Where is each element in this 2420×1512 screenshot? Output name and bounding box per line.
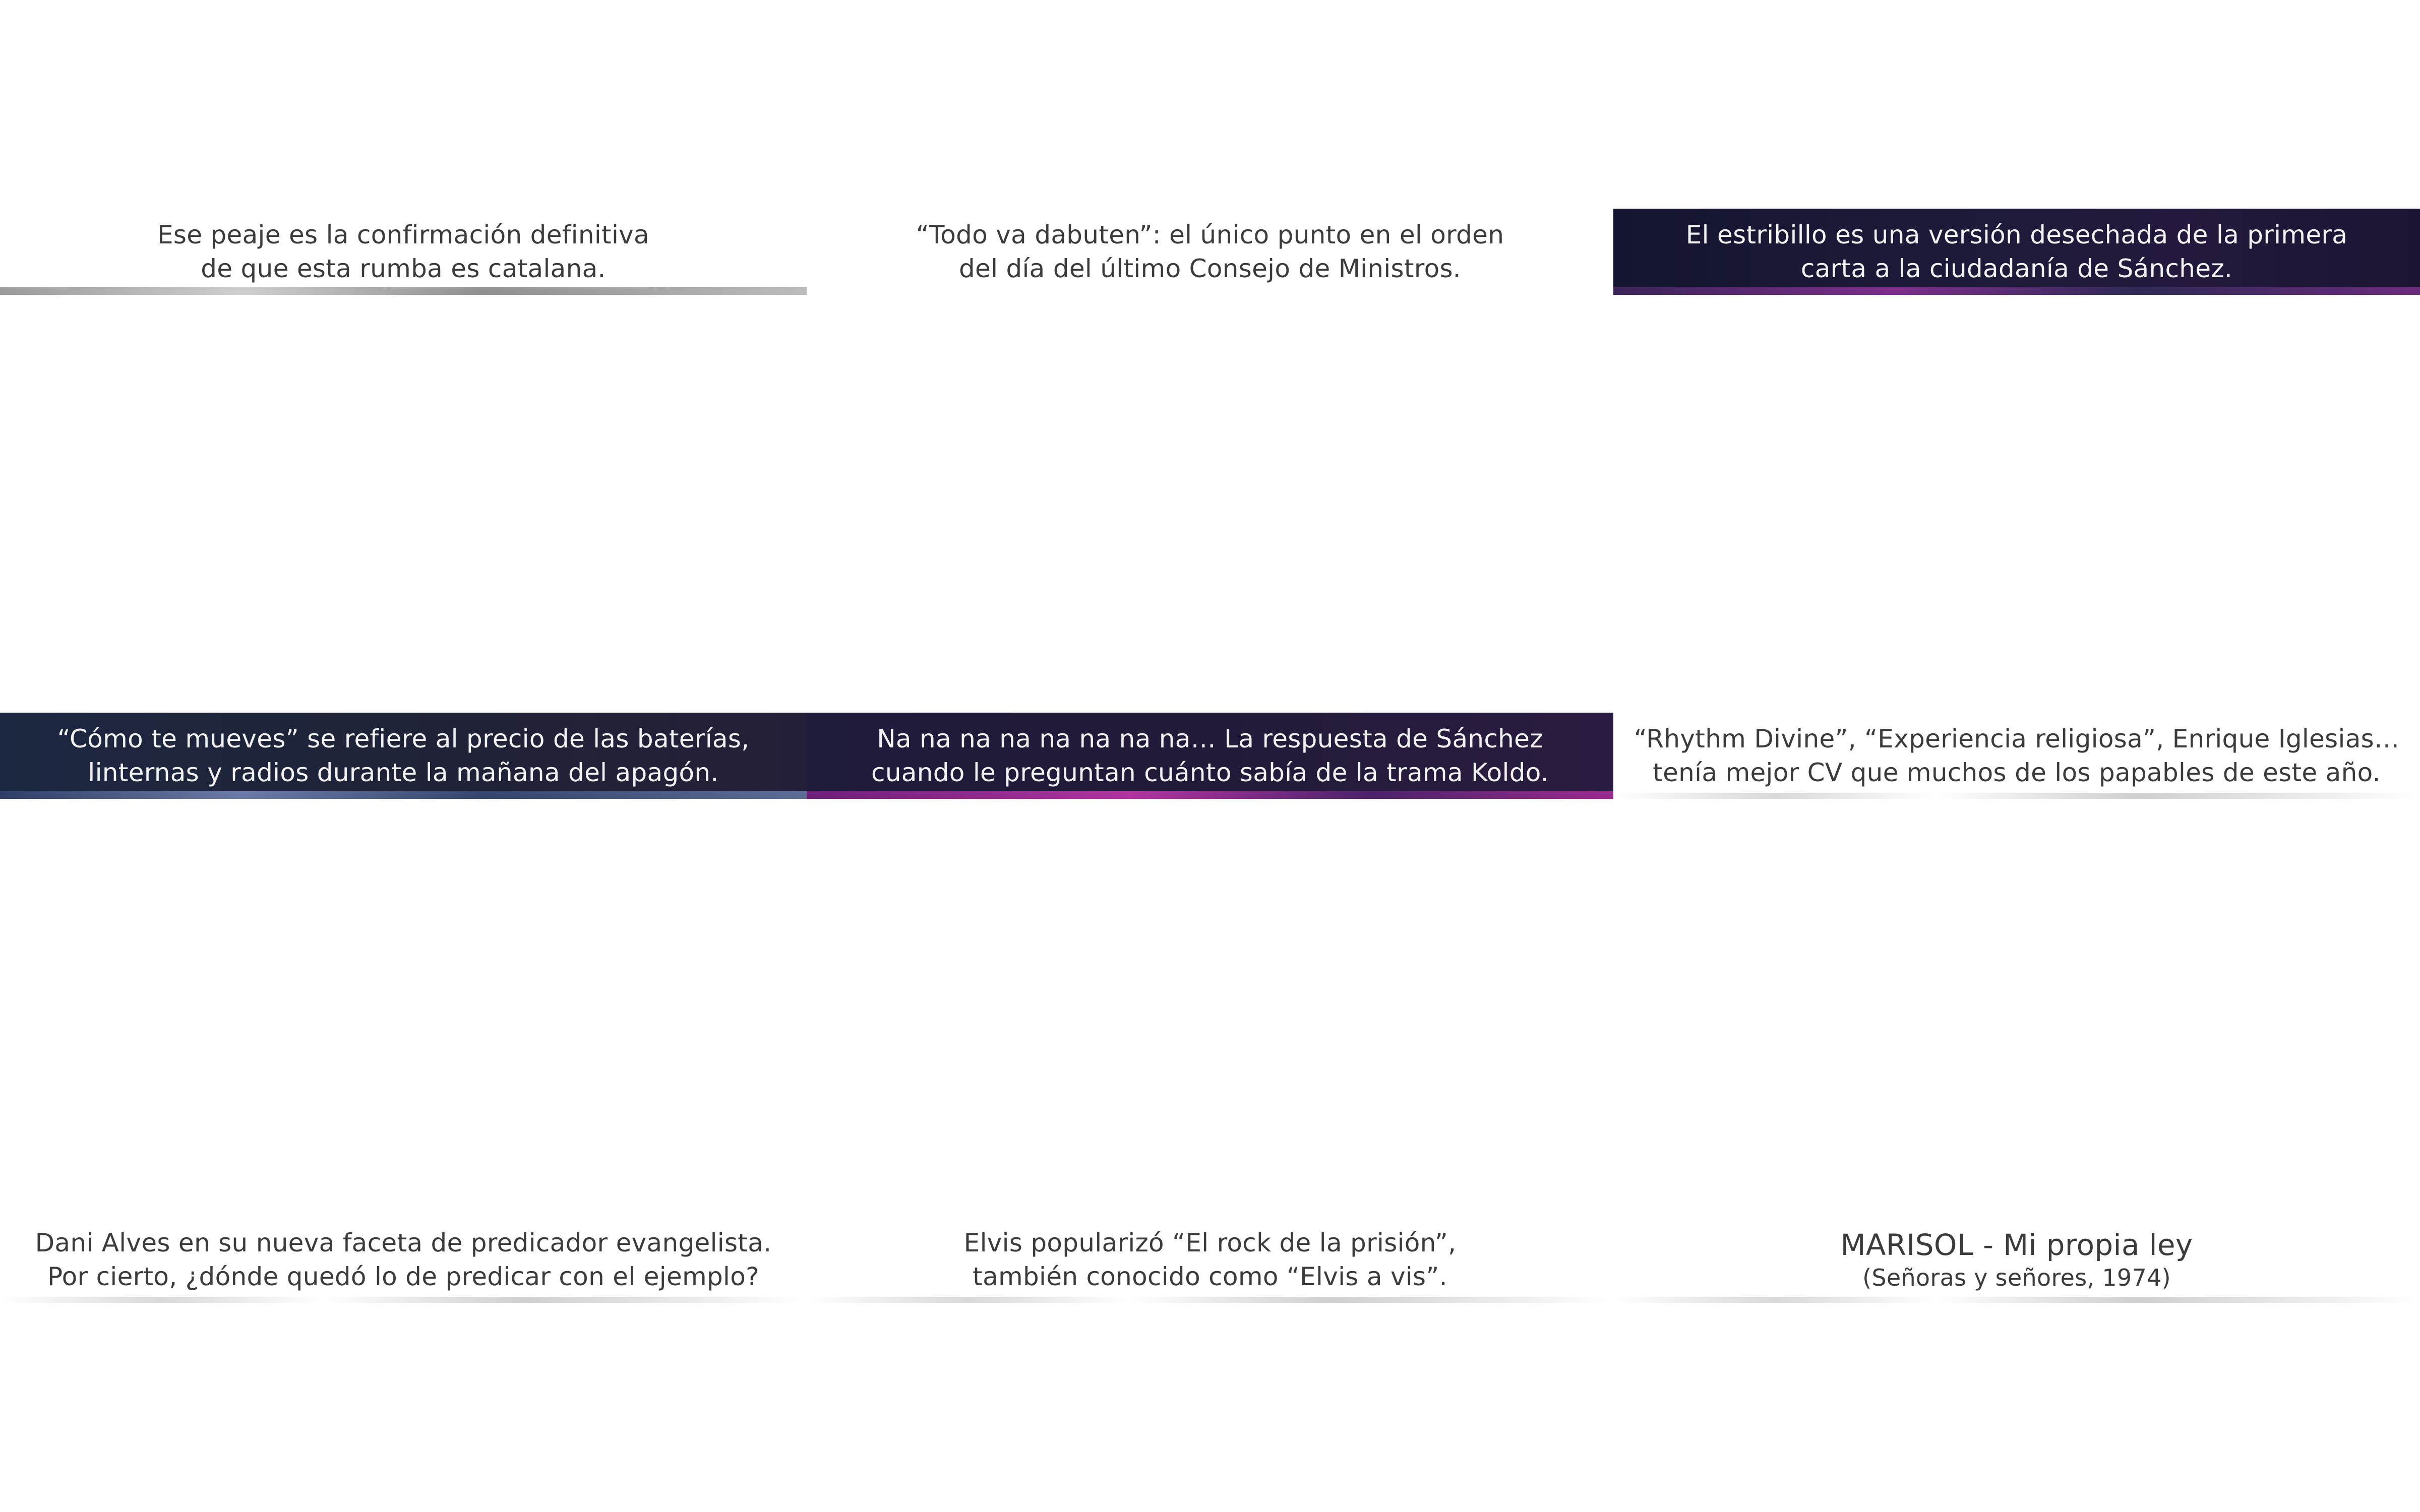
- video-frame-strip: [0, 791, 807, 799]
- caption-line-2: de que esta rumba es catalana.: [201, 254, 606, 283]
- caption-line-1: Na na na na na na na na… La respuesta de Sánchez: [877, 724, 1543, 753]
- caption-line-1: Dani Alves en su nueva faceta de predicador evangelista.: [35, 1228, 772, 1257]
- caption-panel-9: [1613, 1217, 2420, 1303]
- caption-panel-4: [0, 713, 807, 799]
- caption-panel-8: [807, 1217, 1613, 1303]
- caption-line-1: Ese peaje es la confirmación definitiva: [157, 220, 649, 249]
- caption-line-1: “Rhythm Divine”, “Experiencia religiosa”, Enrique Iglesias…: [1634, 724, 2400, 753]
- video-frame-strip: [1613, 287, 2420, 295]
- caption-line-1: Elvis popularizó “El rock de la prisión”,: [963, 1228, 1457, 1257]
- caption-panel-1: [0, 209, 807, 295]
- caption-panel-2: [807, 209, 1613, 295]
- video-frame-strip: [1613, 793, 2420, 799]
- caption-line-2: linternas y radios durante la mañana del apagón.: [88, 758, 719, 787]
- video-frame-strip: [1613, 1297, 2420, 1303]
- caption-line-1: “Cómo te mueves” se refiere al precio de las baterías,: [57, 724, 750, 753]
- caption-line-2: cuando le preguntan cuánto sabía de la trama Koldo.: [871, 758, 1549, 787]
- caption-panel-5: [807, 713, 1613, 799]
- video-frame-strip: [807, 791, 1613, 799]
- video-frame-strip: [0, 1297, 807, 1303]
- caption-line-2: también conocido como “Elvis a vis”.: [973, 1262, 1447, 1291]
- song-subtitle: (Señoras y señores, 1974): [1862, 1264, 2171, 1291]
- caption-line-2: carta a la ciudadanía de Sánchez.: [1800, 254, 2233, 283]
- caption-panel-3: [1613, 209, 2420, 295]
- caption-panel-7: [0, 1217, 807, 1303]
- song-title: MARISOL - Mi propia ley: [1840, 1227, 2193, 1262]
- caption-line-2: tenía mejor CV que muchos de los papables de este año.: [1653, 758, 2381, 787]
- video-frame-strip: [0, 287, 807, 295]
- caption-line-1: El estribillo es una versión desechada de la primera: [1685, 220, 2348, 249]
- video-frame-strip: [807, 1297, 1613, 1303]
- caption-panel-6: [1613, 713, 2420, 799]
- caption-line-1: “Todo va dabuten”: el único punto en el orden: [916, 220, 1504, 249]
- caption-line-2: Por cierto, ¿dónde quedó lo de predicar con el ejemplo?: [47, 1262, 759, 1291]
- caption-line-2: del día del último Consejo de Ministros.: [958, 254, 1462, 283]
